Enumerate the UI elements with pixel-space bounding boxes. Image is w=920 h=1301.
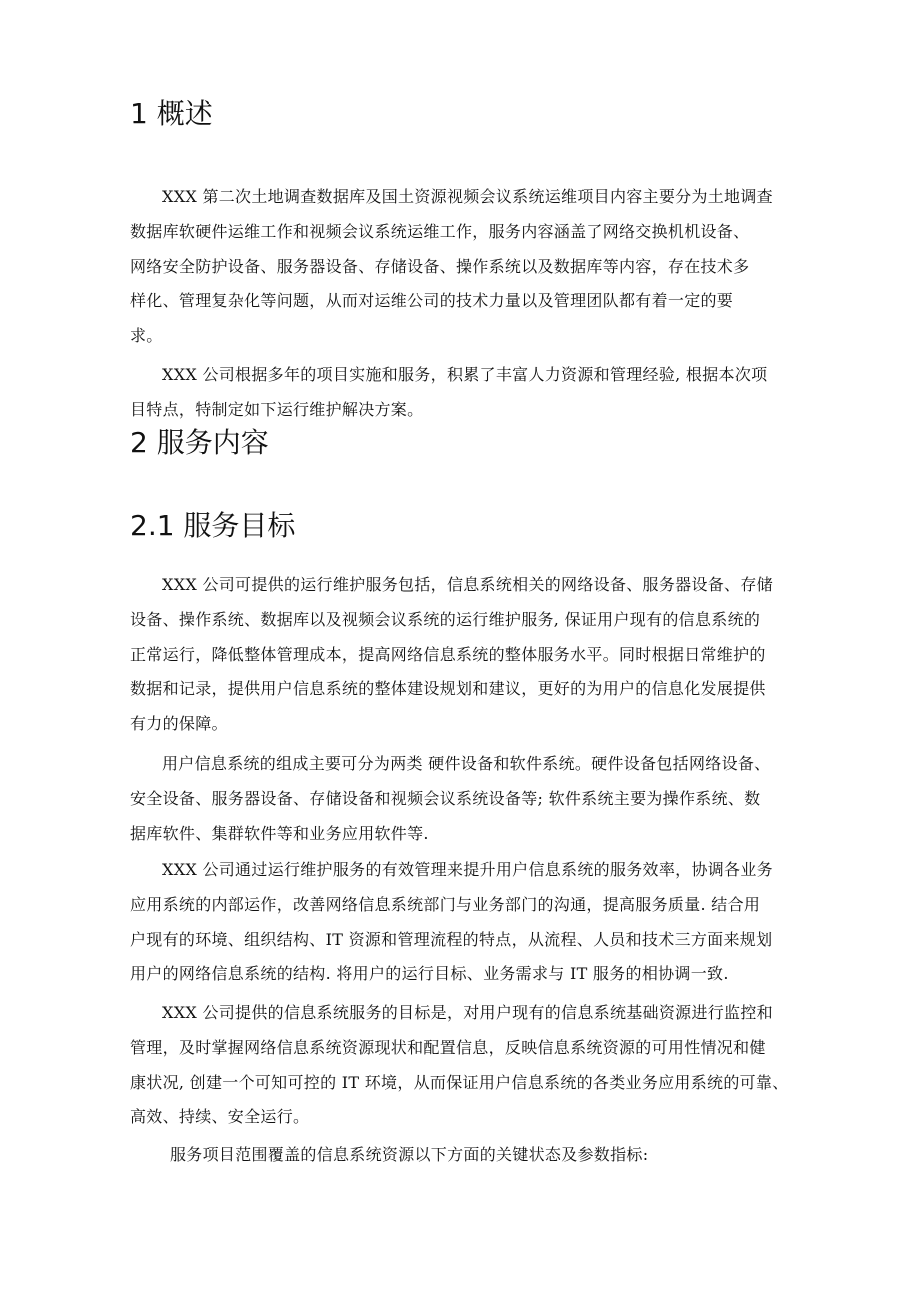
text-line: XXX 公司可提供的运行维护服务包括，信息系统相关的网络设备、服务器设备、存储 — [162, 575, 773, 594]
text-line: 样化、管理复杂化等问题，从而对运维公司的技术力量以及管理团队都有着一定的要 — [130, 291, 734, 311]
text-line: 高效、持续、安全运行。 — [130, 1107, 310, 1127]
text-line: 据库软件、集群软件等和业务应用软件等. — [130, 823, 429, 843]
paragraph-goal-1 — [130, 568, 800, 742]
heading-2-1-service-goal: 2.1 服务目标 — [130, 509, 296, 542]
text-line: 有力的保障。 — [130, 714, 228, 734]
paragraph-overview-1 — [130, 180, 800, 354]
text-line: XXX 公司提供的信息系统服务的目标是，对用户现有的信息系统基础资源进行监控和 — [162, 1003, 773, 1022]
text-line: 安全设备、服务器设备、存储设备和视频会议系统设备等; 软件系统主要为操作系统、数 — [130, 788, 761, 808]
text-line: 求。 — [130, 326, 163, 346]
paragraph-goal-5 — [130, 1138, 800, 1173]
text-line: XXX 公司通过运行维护服务的有效管理来提升用户信息系统的服务效率，协调各业务 — [162, 860, 773, 879]
text-line: 设备、操作系统、数据库以及视频会议系统的运行维护服务, 保证用户现有的信息系统的 — [130, 609, 761, 629]
heading-1-overview: 1 概述 — [130, 97, 213, 130]
heading-2-service-content: 2 服务内容 — [130, 426, 269, 459]
text-line: 网络安全防护设备、服务器设备、存储设备、操作系统以及数据库等内容，存在技术多 — [130, 256, 750, 276]
text-line: 服务项目范围覆盖的信息系统资源以下方面的关键状态及参数指标: — [170, 1145, 649, 1164]
text-line: 康状况, 创建一个可知可控的 IT 环境，从而保证用户信息系统的各类业务应用系统的可靠、 — [130, 1072, 789, 1092]
text-line: 数据库软硬件运维工作和视频会议系统运维工作，服务内容涵盖了网络交换机机设备、 — [130, 221, 750, 241]
text-line: XXX 第二次土地调查数据库及国土资源视频会议系统运维项目内容主要分为土地调查 — [162, 187, 773, 206]
text-line: 用户的网络信息系统的结构. 将用户的运行目标、业务需求与 IT 服务的相协调一致. — [130, 964, 729, 984]
text-line: 应用系统的内部运作，改善网络信息系统部门与业务部门的沟通，提高服务质量. 结合用 — [130, 894, 761, 914]
paragraph-goal-4 — [130, 996, 800, 1135]
paragraph-overview-2 — [130, 358, 800, 428]
text-line: XXX 公司根据多年的项目实施和服务，积累了丰富人力资源和管理经验, 根据本次项 — [162, 365, 768, 384]
text-line: 用户信息系统的组成主要可分为两类 硬件设备和软件系统。硬件设备包括网络设备、 — [162, 754, 771, 773]
text-line: 管理，及时掌握网络信息系统资源现状和配置信息，反映信息系统资源的可用性情况和健 — [130, 1037, 766, 1057]
text-line: 目特点，特制定如下运行维护解决方案。 — [130, 399, 424, 419]
text-line: 户现有的环境、组织结构、IT 资源和管理流程的特点，从流程、人员和技术三方面来规划 — [130, 929, 773, 949]
text-line: 数据和记录，提供用户信息系统的整体建设规划和建议，更好的为用户的信息化发展提供 — [130, 679, 766, 699]
paragraph-goal-3 — [130, 853, 800, 992]
text-line: 正常运行，降低整体管理成本，提高网络信息系统的整体服务水平。同时根据日常维护的 — [130, 644, 766, 664]
paragraph-goal-2 — [130, 747, 800, 851]
